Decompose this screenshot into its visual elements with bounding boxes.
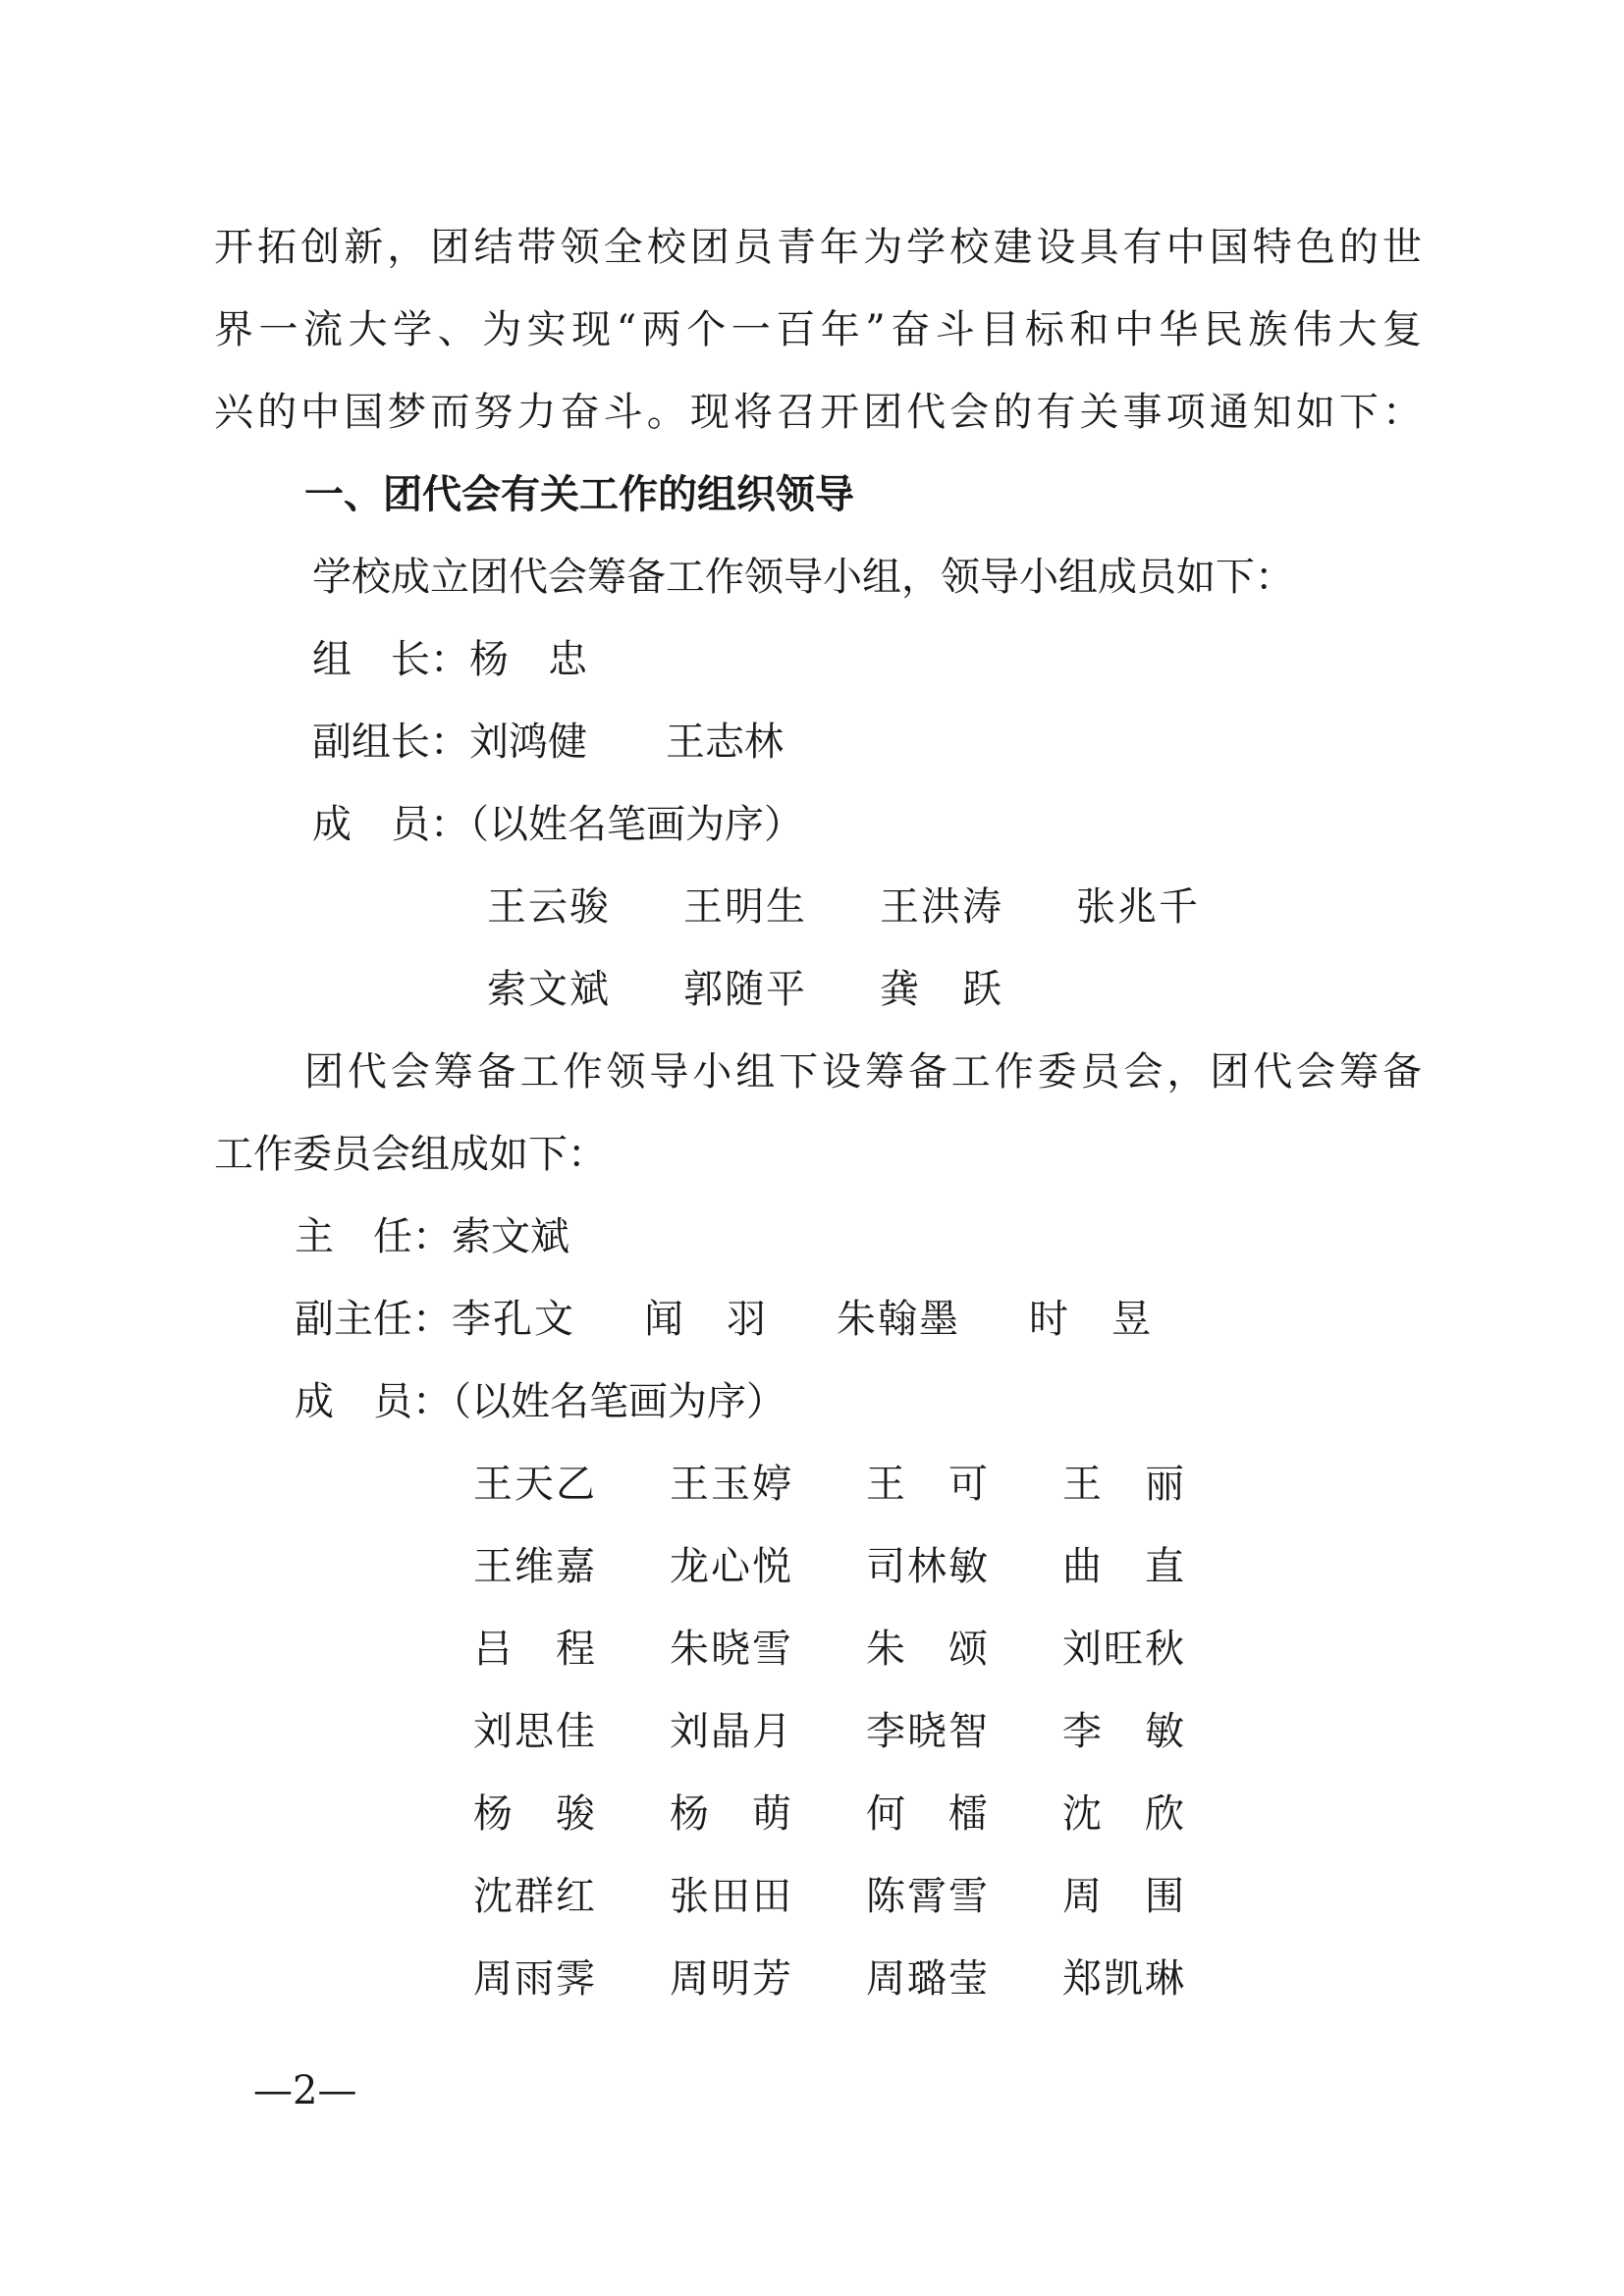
director-label: 主 任： xyxy=(295,1214,452,1259)
member-name: 吕 程 xyxy=(473,1627,595,1672)
leading-group-intro: 学校成立团代会筹备工作领导小组，领导小组成员如下： xyxy=(312,555,1294,600)
member-name: 郭随平 xyxy=(683,967,805,1012)
member-name: 周雨霁 xyxy=(473,1956,595,2002)
member-name: 司林敏 xyxy=(866,1544,988,1589)
committee-deputy-name: 闻 羽 xyxy=(644,1297,766,1342)
member-name: 李 敏 xyxy=(1062,1709,1184,1754)
deputy-name: 王志林 xyxy=(666,720,784,765)
committee-members-row-4 xyxy=(473,1709,1259,1754)
member-name: 王玉婷 xyxy=(670,1462,791,1507)
member-name: 陈霄雪 xyxy=(866,1874,988,1919)
member-name: 李晓智 xyxy=(866,1709,988,1754)
committee-deputy-name: 李孔文 xyxy=(452,1297,573,1342)
member-name: 何 檑 xyxy=(866,1791,988,1837)
member-name: 王维嘉 xyxy=(473,1544,595,1589)
deputy-name: 刘鸿健 xyxy=(469,720,587,765)
leading-members-label: 成 员：（以姓名笔画为序） xyxy=(312,802,803,847)
intro-line-1 xyxy=(214,225,1422,270)
member-name: 朱 颂 xyxy=(866,1627,988,1672)
member-name: 周明芳 xyxy=(670,1956,791,2002)
member-name: 王 丽 xyxy=(1062,1462,1184,1507)
committee-members-row-6 xyxy=(473,1874,1259,1919)
member-name: 沈群红 xyxy=(473,1874,595,1919)
committee-members-label: 成 员：（以姓名笔画为序） xyxy=(295,1379,785,1424)
intro-line-3-text: 兴的中国梦而努力奋斗。现将召开团代会的有关事项通知如下： xyxy=(214,390,1422,435)
member-name: 索文斌 xyxy=(487,967,609,1012)
member-name: 王明生 xyxy=(683,884,805,930)
director-name: 索文斌 xyxy=(452,1214,569,1259)
member-name: 郑凯琳 xyxy=(1062,1956,1184,2002)
director-row xyxy=(295,1214,569,1259)
member-name: 张兆千 xyxy=(1076,884,1198,930)
intro-line-2-text: 界一流大学、为实现“两个一百年”奋斗目标和中华民族伟大复 xyxy=(214,307,1422,352)
leader-label: 组 长： xyxy=(312,637,469,682)
committee-deputy-name: 朱翰墨 xyxy=(837,1297,958,1342)
member-name: 王 可 xyxy=(866,1462,988,1507)
committee-deputy-row xyxy=(295,1297,1151,1342)
committee-intro-line-1 xyxy=(304,1049,1422,1095)
member-name: 刘晶月 xyxy=(670,1709,791,1754)
intro-line-1-text: 开拓创新，团结带领全校团员青年为学校建设具有中国特色的世 xyxy=(214,225,1422,270)
member-name: 刘思佳 xyxy=(473,1709,595,1754)
leader-name: 杨 忠 xyxy=(469,637,587,682)
leading-members-row-1 xyxy=(487,884,1272,930)
committee-members-row-2 xyxy=(473,1544,1259,1589)
member-name: 朱晓雪 xyxy=(670,1627,791,1672)
leader-row xyxy=(312,637,587,682)
section-heading: 一、团代会有关工作的组织领导 xyxy=(304,472,854,517)
page-number: —2— xyxy=(253,2068,357,2113)
committee-members-row-3 xyxy=(473,1627,1259,1672)
member-name: 张田田 xyxy=(670,1874,791,1919)
committee-members-row-1 xyxy=(473,1462,1259,1507)
committee-members-row-5 xyxy=(473,1791,1259,1837)
member-name: 王洪涛 xyxy=(880,884,1001,930)
member-name: 曲 直 xyxy=(1062,1544,1184,1589)
deputy-label: 副组长： xyxy=(312,720,469,765)
member-name: 周璐莹 xyxy=(866,1956,988,2002)
intro-line-3 xyxy=(214,390,1422,435)
member-name: 刘旺秋 xyxy=(1062,1627,1184,1672)
intro-line-2 xyxy=(214,307,1422,352)
member-name: 沈 欣 xyxy=(1062,1791,1184,1837)
member-name: 龙心悦 xyxy=(670,1544,791,1589)
member-name: 周 围 xyxy=(1062,1874,1184,1919)
deputy-row xyxy=(312,720,784,765)
member-name: 杨 萌 xyxy=(670,1791,791,1837)
member-name: 杨 骏 xyxy=(473,1791,595,1837)
committee-members-row-7 xyxy=(473,1956,1259,2002)
member-name: 王云骏 xyxy=(487,884,609,930)
committee-deputy-name: 时 昱 xyxy=(1029,1297,1151,1342)
committee-intro-line-2: 工作委员会组成如下： xyxy=(214,1132,607,1177)
committee-intro-line-1-text: 团代会筹备工作领导小组下设筹备工作委员会，团代会筹备 xyxy=(304,1049,1422,1095)
leading-members-row-2 xyxy=(487,967,1272,1012)
member-name: 王天乙 xyxy=(473,1462,595,1507)
committee-deputy-label: 副主任： xyxy=(295,1297,452,1342)
member-name: 龚 跃 xyxy=(880,967,1001,1012)
